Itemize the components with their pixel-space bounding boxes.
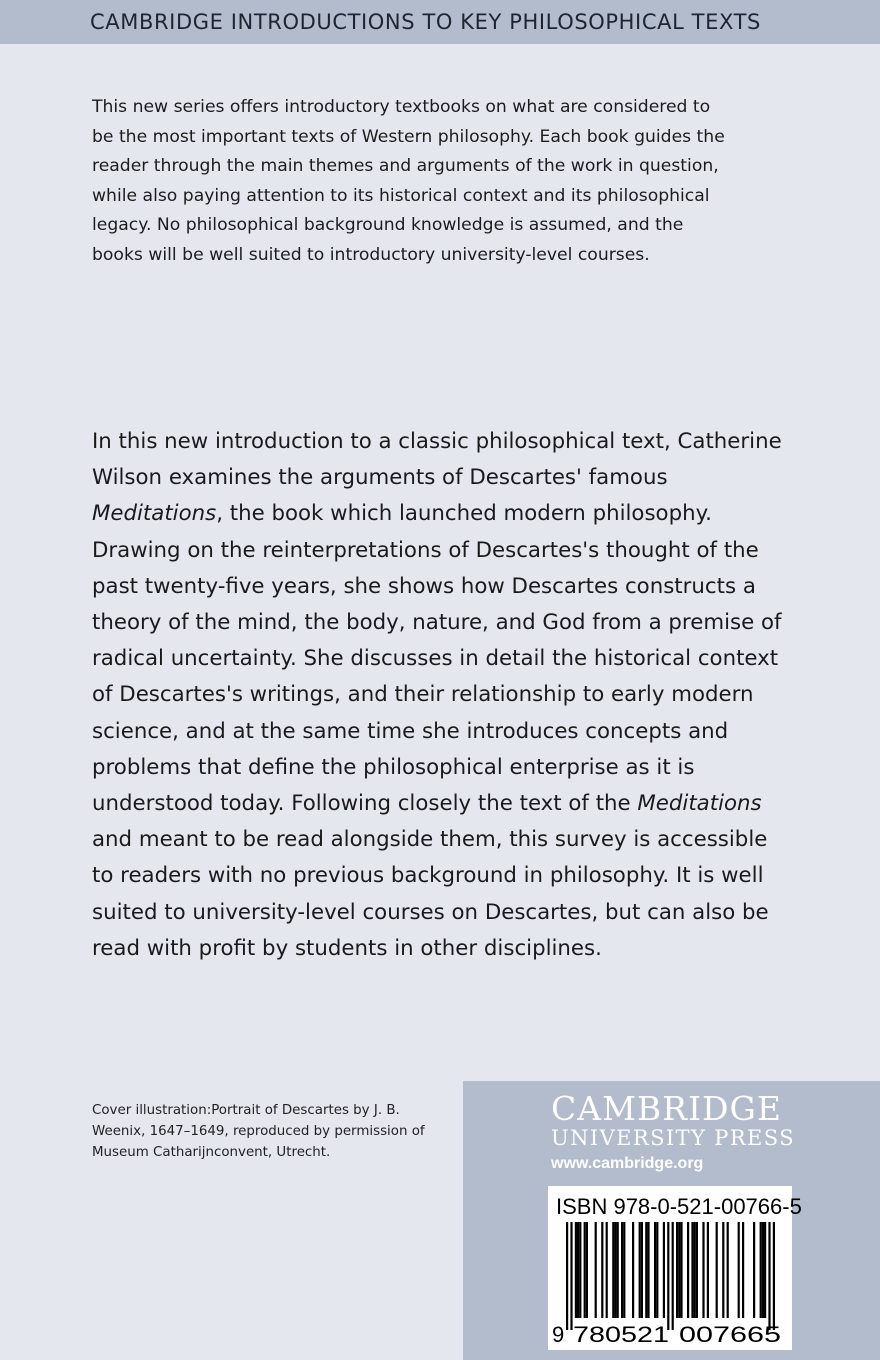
publisher-url: www.cambridge.org: [551, 1155, 704, 1172]
barcode-bar: [663, 1222, 665, 1318]
barcode-bar: [614, 1222, 616, 1318]
barcode-bar: [584, 1222, 586, 1318]
barcode-bar: [687, 1222, 689, 1318]
barcode-bar: [694, 1222, 696, 1318]
barcode-bar: [647, 1222, 649, 1318]
barcode-bar: [753, 1222, 755, 1318]
barcode-bar: [612, 1222, 614, 1318]
barcode-bar: [672, 1222, 674, 1330]
isbn-label: ISBN 978-0-521-00766-5: [556, 1194, 802, 1219]
barcode-bar: [722, 1222, 724, 1318]
publisher-subname: UNIVERSITY PRESS: [551, 1126, 795, 1150]
publisher-panel: [463, 1081, 880, 1360]
barcode-bar: [623, 1222, 625, 1318]
barcode-bar: [577, 1222, 579, 1318]
book-title-italic: Meditations: [637, 791, 762, 817]
barcode-bar: [760, 1222, 762, 1318]
barcode-bar: [680, 1222, 682, 1318]
barcode-bar: [764, 1222, 766, 1318]
publisher-logo: [551, 1089, 795, 1150]
barcode-bar: [716, 1222, 718, 1318]
barcode-bar: [667, 1222, 669, 1330]
barcode-bar: [707, 1222, 709, 1318]
barcode-bar: [641, 1222, 643, 1318]
barcode-bar: [586, 1222, 588, 1318]
barcode-bar: [639, 1222, 641, 1318]
barcode-bar: [621, 1222, 623, 1318]
barcode-bar: [566, 1222, 568, 1330]
barcode-bar: [570, 1222, 572, 1330]
series-header-band: [0, 0, 880, 44]
barcode-bar: [654, 1222, 656, 1318]
description-text: , the book which launched modern philosophy. Drawing on the reinterpretations of Descartes's thought of the past twenty-five years, she shows how Descartes constructs a theory of the mind, the body, nature, and God from a premise of radical uncertainty. She discusses in detail the historical context of Descartes's writings, and their relationship to early modern science, and at the same time she introduces concepts and problems that define the philosophical enterprise as it is understood today. Following closely the text of the: [92, 501, 782, 817]
barcode-bar: [738, 1222, 740, 1318]
barcode-bar: [773, 1222, 775, 1330]
barcode-bar: [617, 1222, 619, 1318]
publisher-name: CAMBRIDGE: [551, 1089, 782, 1128]
description-text: and meant to be read alongside them, this survey is accessible to readers with no previous background in philosophy. It is well suited to university-level courses on Descartes, but can also be read with profit by students in other disciplines.: [92, 827, 769, 961]
barcode-bar: [768, 1222, 770, 1330]
barcode-bar: [575, 1222, 577, 1318]
barcode-bar: [606, 1222, 608, 1318]
cover-illustration-credit: Cover illustration:Portrait of Descartes by J. B. Weenix, 1647–1649, reproduced by permission of Museum Catharijnconvent, Utrecht.: [92, 1103, 425, 1160]
barcode-bar: [696, 1222, 698, 1318]
book-title-italic: Meditations: [92, 501, 217, 527]
series-title: CAMBRIDGE INTRODUCTIONS TO KEY PHILOSOPHICAL TEXTS: [90, 10, 761, 34]
barcode-bar: [742, 1222, 744, 1318]
barcode-bar: [702, 1222, 704, 1318]
book-description: [92, 424, 782, 967]
barcode-bar: [645, 1222, 647, 1318]
barcode-graphic: [548, 1186, 792, 1350]
barcode-bar: [676, 1222, 678, 1318]
barcode-bar: [601, 1222, 603, 1318]
isbn-barcode: [548, 1186, 802, 1350]
description-text: In this new introduction to a classic philosophical text, Catherine Wilson examines the arguments of Descartes' famous: [92, 429, 782, 491]
barcode-bar: [678, 1222, 680, 1318]
barcode-digits-left: 780521: [573, 1322, 669, 1347]
barcode-bar: [595, 1222, 597, 1318]
barcode-bar: [632, 1222, 634, 1318]
barcode-bar: [691, 1222, 693, 1318]
series-description: This new series offers introductory textbooks on what are considered to be the most important texts of Western philosophy. Each book guides the reader through the main themes and arguments of the work in question, while also paying attention to its historical context and its philosophical legacy. No philosophical background knowledge is assumed, and the books will be well suited to introductory university-level courses.: [92, 97, 725, 265]
barcode-bar: [762, 1222, 764, 1318]
barcode-bar: [579, 1222, 581, 1318]
barcode-digits-right: 007665: [679, 1322, 781, 1347]
barcode-bar: [727, 1222, 729, 1318]
barcode-bars: [566, 1222, 775, 1330]
barcode-digit-first: 9: [552, 1322, 565, 1347]
barcode-bar: [656, 1222, 658, 1318]
